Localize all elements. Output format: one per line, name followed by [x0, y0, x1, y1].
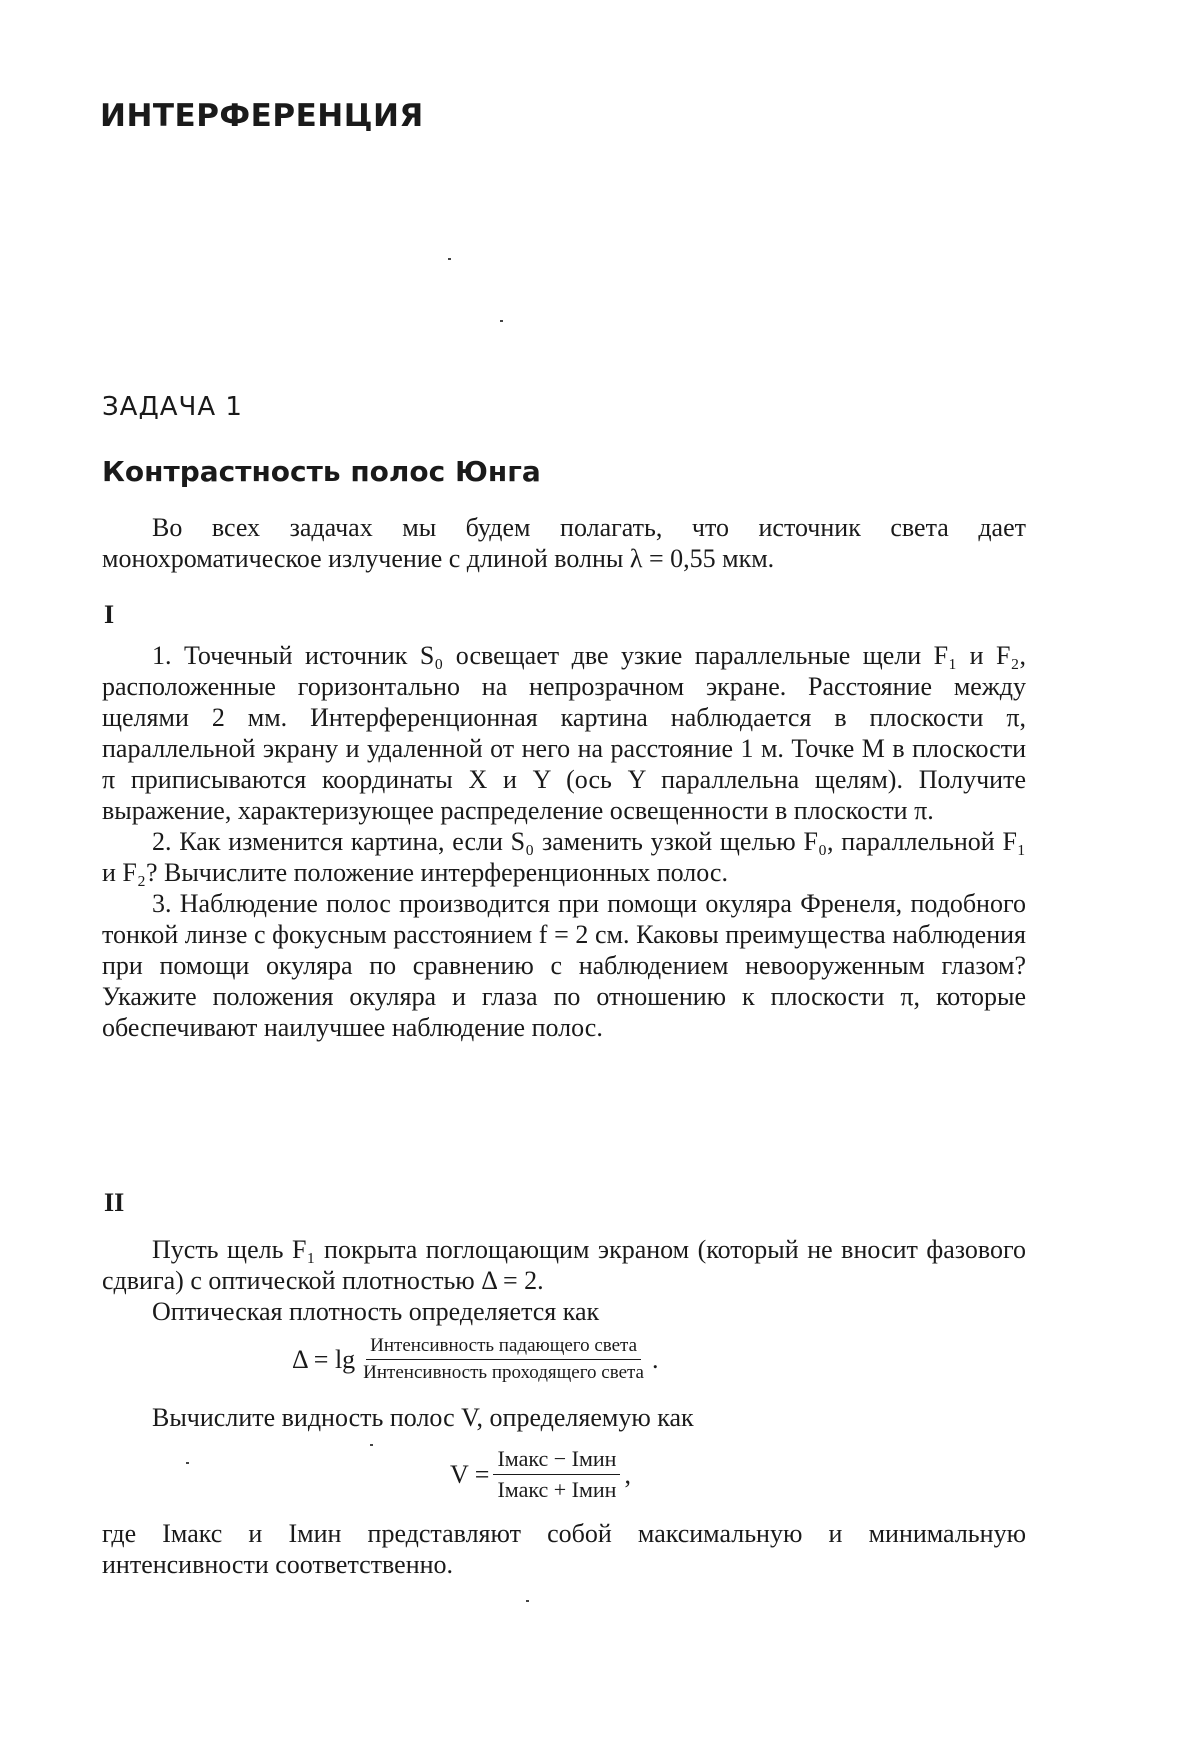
part-two-intro	[102, 1234, 1026, 1327]
formula-2-numerator: Iмакс − Iмин	[493, 1446, 620, 1475]
visibility-formula	[450, 1446, 631, 1503]
part-one-numeral: I	[104, 600, 114, 630]
scan-speck	[186, 1462, 189, 1464]
scan-speck	[448, 258, 451, 260]
question-1: 1. Точечный источник S₀ освещает две узкие параллельные щели F₁ и F₂, расположенные горизонтально на непрозрачном экране. Расстояние между щелями 2 мм. Интерференционная картина наблюдается в плоскости π, параллельной экрану и удаленной от него на расстояние 1 м. Точке M в плоскости π приписываются координаты X и Y (ось Y параллельна щелям). Получите выражение, характеризующее распределение освещенности в плоскости π.	[102, 640, 1026, 826]
task-label: ЗАДАЧА 1	[102, 392, 243, 422]
formula-1-lhs: Δ = lg	[292, 1345, 355, 1375]
chapter-title: ИНТЕРФЕРЕНЦИЯ	[100, 98, 424, 134]
part-two-paragraph-1: Пусть щель F₁ покрыта поглощающим экраном (который не вносит фазового сдвига) с оптической плотностью Δ = 2.	[102, 1234, 1026, 1296]
formula-2-lhs: V =	[450, 1460, 489, 1490]
formula-2-denominator: Iмакс + Iмин	[493, 1475, 620, 1503]
scan-speck	[500, 320, 503, 322]
part-two-paragraph-3: Вычислите видность полос V, определяемую как	[102, 1402, 1026, 1433]
formula-1-fraction	[359, 1335, 648, 1384]
question-3: 3. Наблюдение полос производится при помощи окуляра Френеля, подобного тонкой линзе с фокусным расстоянием f = 2 см. Каковы преимущества наблюдения при помощи окуляра по сравнению с наблюдением невооруженным глазом? Укажите положения окуляра и глаза по отношению к плоскости π, которые обеспечивают наилучшее наблюдение полос.	[102, 888, 1026, 1043]
question-2: 2. Как изменится картина, если S₀ заменить узкой щелью F₀, параллельной F₁ и F₂? Вычислите положение интерференционных полос.	[102, 826, 1026, 888]
intro-text: Во всех задачах мы будем полагать, что источник света дает монохроматическое излучение с длиной волны λ = 0,55 мкм.	[102, 512, 1026, 574]
optical-density-formula	[292, 1335, 659, 1384]
part-one-questions	[102, 640, 1026, 1043]
part-two-numeral: II	[104, 1188, 124, 1218]
scan-speck	[370, 1444, 373, 1446]
formula-1-tail: .	[652, 1345, 659, 1375]
document-page	[0, 0, 1200, 1746]
formula-1-numerator: Интенсивность падающего света	[366, 1335, 641, 1360]
formula-2-fraction	[493, 1446, 620, 1503]
task-title: Контрастность полос Юнга	[102, 455, 541, 488]
part-two-visibility	[102, 1402, 1026, 1433]
intro-paragraph	[102, 512, 1026, 574]
formula-1-denominator: Интенсивность проходящего света	[359, 1360, 648, 1384]
part-two-paragraph-2: Оптическая плотность определяется как	[102, 1296, 1026, 1327]
part-two-closing	[102, 1518, 1026, 1580]
scan-speck	[526, 1600, 529, 1602]
part-two-paragraph-4: где Iмакс и Iмин представляют собой максимальную и минимальную интенсивности соответственно.	[102, 1518, 1026, 1580]
formula-2-tail: ,	[624, 1460, 631, 1490]
